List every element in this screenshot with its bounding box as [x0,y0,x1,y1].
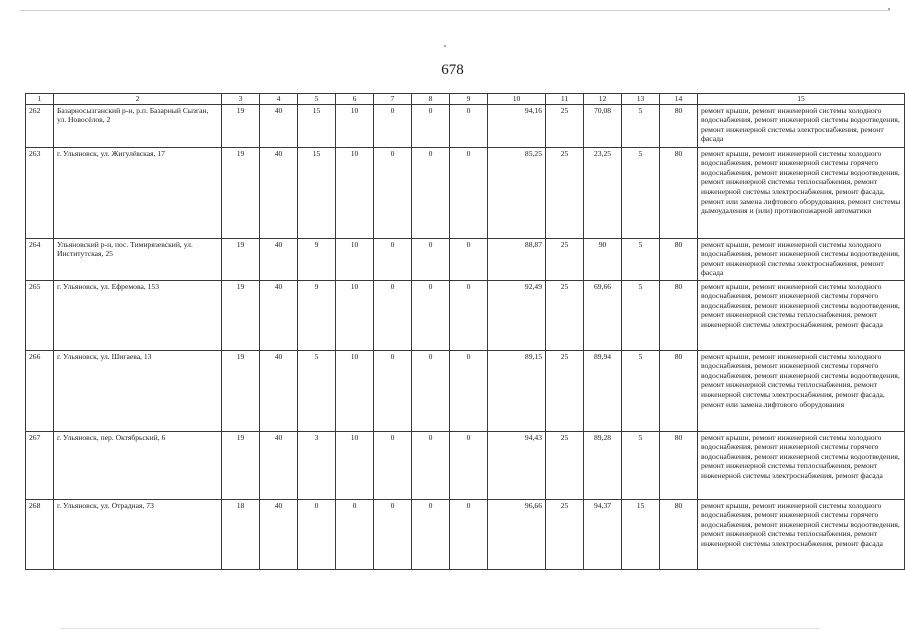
header-row [26,94,905,105]
column-header: 12 [584,94,622,105]
cell-value: 5 [622,280,660,350]
cell-value: 5 [622,104,660,147]
cell-value: 10 [336,280,374,350]
cell-address: г. Ульяновск, ул. Жигулёвская, 17 [54,147,222,238]
cell-value: 40 [260,431,298,499]
column-header: 13 [622,94,660,105]
cell-value: 25 [546,280,584,350]
cell-value: 0 [412,238,450,280]
table-row [26,431,905,499]
cell-value: 9 [298,238,336,280]
cell-value: 69,66 [584,280,622,350]
cell-value: 5 [622,431,660,499]
cell-value: 5 [622,147,660,238]
cell-value: 0 [412,104,450,147]
cell-value: 25 [546,104,584,147]
cell-value: 15 [622,499,660,569]
scan-dot [888,8,890,10]
cell-value: 10 [336,104,374,147]
scan-edge-top [20,10,890,11]
cell-works: ремонт крыши, ремонт инженерной системы холодного водоснабжения, ремонт инженерной системы водоотведения, ремонт инженерной системы электроснабжения, ремонт фасада [698,104,905,147]
cell-value: 0 [450,280,488,350]
cell-value: 40 [260,280,298,350]
cell-value: 0 [336,499,374,569]
cell-address: Ульяновский р-н, пос. Тимирязевский, ул. Институтская, 25 [54,238,222,280]
cell-value: 23,25 [584,147,622,238]
cell-value: 0 [412,147,450,238]
cell-value: 0 [374,499,412,569]
cell-value: 19 [222,238,260,280]
cell-value: 0 [298,499,336,569]
cell-value: 10 [336,350,374,431]
cell-value: 19 [222,350,260,431]
cell-value: 80 [660,280,698,350]
cell-value: 15 [298,147,336,238]
cell-value: 90 [584,238,622,280]
cell-value: 0 [450,350,488,431]
cell-value: 19 [222,104,260,147]
cell-value: 80 [660,350,698,431]
table-row [26,238,905,280]
cell-value: 80 [660,147,698,238]
cell-value: 25 [546,238,584,280]
cell-value: 0 [374,350,412,431]
cell-number: 262 [26,104,54,147]
column-header: 2 [54,94,222,105]
table-row [26,499,905,569]
cell-value: 5 [298,350,336,431]
table-row [26,350,905,431]
table-row [26,104,905,147]
cell-value: 5 [622,350,660,431]
column-header: 7 [374,94,412,105]
cell-value: 0 [374,104,412,147]
cell-value: 19 [222,147,260,238]
table-row [26,280,905,350]
cell-number: 263 [26,147,54,238]
cell-address: г. Ульяновск, ул. Отрадная, 73 [54,499,222,569]
cell-value: 25 [546,431,584,499]
cell-address: г. Ульяновск, ул. Ефремова, 153 [54,280,222,350]
cell-works: ремонт крыши, ремонт инженерной системы холодного водоснабжения, ремонт инженерной системы горячего водоснабжения, ремонт инженерной системы водоотведения, ремонт инженерной системы теплоснабжения, ремонт инженерной системы электроснабжения, ремонт фасада [698,499,905,569]
cell-value: 80 [660,431,698,499]
cell-value: 0 [450,238,488,280]
cell-value: 18 [222,499,260,569]
cell-value: 5 [622,238,660,280]
cell-value: 19 [222,431,260,499]
cell-number: 268 [26,499,54,569]
cell-value: 3 [298,431,336,499]
cell-value: 0 [374,238,412,280]
cell-number: 265 [26,280,54,350]
cell-value: 10 [336,238,374,280]
cell-number: 266 [26,350,54,431]
cell-value: 0 [412,280,450,350]
cell-value: 0 [374,147,412,238]
cell-works: ремонт крыши, ремонт инженерной системы холодного водоснабжения, ремонт инженерной системы горячего водоснабжения, ремонт инженерной системы водоотведения, ремонт инженерной системы теплоснабжения, ремонт инженерной системы электроснабжения, ремонт фасада [698,280,905,350]
cell-address: г. Ульяновск, пер. Октябрьский, 6 [54,431,222,499]
cell-value: 0 [374,431,412,499]
cell-value: 15 [298,104,336,147]
works-table [25,93,905,570]
cell-value: 0 [412,431,450,499]
cell-value: 89,28 [584,431,622,499]
cell-address: г. Ульяновск, ул. Шигаева, 13 [54,350,222,431]
cell-value: 40 [260,147,298,238]
cell-value: 0 [450,147,488,238]
cell-value: 10 [336,147,374,238]
cell-value: 9 [298,280,336,350]
cell-value: 0 [412,499,450,569]
cell-value: 85,25 [488,147,546,238]
cell-value: 0 [412,350,450,431]
cell-works: ремонт крыши, ремонт инженерной системы холодного водоснабжения, ремонт инженерной системы горячего водоснабжения, ремонт инженерной системы водоотведения, ремонт инженерной системы теплоснабжения, ремонт инженерной системы электроснабжения, ремонт фасада, ремонт или замена лифтового оборудования, ремонт системы дымоудаления и (или) противопожарной автоматики [698,147,905,238]
column-header: 6 [336,94,374,105]
column-header: 11 [546,94,584,105]
cell-value: 0 [450,499,488,569]
cell-value: 89,15 [488,350,546,431]
cell-works: ремонт крыши, ремонт инженерной системы холодного водоснабжения, ремонт инженерной системы горячего водоснабжения, ремонт инженерной системы водоотведения, ремонт инженерной системы теплоснабжения, ремонт инженерной системы электроснабжения, ремонт фасада, ремонт или замена лифтового оборудования [698,350,905,431]
cell-address: Базарносызганский р-н, р.п. Базарный Сызган, ул. Новосёлов, 2 [54,104,222,147]
cell-value: 94,43 [488,431,546,499]
column-header: 3 [222,94,260,105]
cell-value: 96,66 [488,499,546,569]
column-header: 10 [488,94,546,105]
cell-value: 80 [660,238,698,280]
cell-works: ремонт крыши, ремонт инженерной системы холодного водоснабжения, ремонт инженерной системы горячего водоснабжения, ремонт инженерной системы водоотведения, ремонт инженерной системы теплоснабжения, ремонт инженерной системы электроснабжения, ремонт фасада [698,431,905,499]
scan-edge-bottom [60,628,820,629]
column-header: 4 [260,94,298,105]
column-header: 8 [412,94,450,105]
cell-value: 88,87 [488,238,546,280]
cell-value: 19 [222,280,260,350]
cell-value: 0 [450,431,488,499]
cell-value: 25 [546,350,584,431]
cell-value: 80 [660,104,698,147]
column-header: 14 [660,94,698,105]
column-header: 1 [26,94,54,105]
cell-value: 94,37 [584,499,622,569]
table-row [26,147,905,238]
column-header: 15 [698,94,905,105]
column-header: 5 [298,94,336,105]
cell-value: 0 [450,104,488,147]
cell-value: 94,16 [488,104,546,147]
scan-dot [444,45,446,47]
cell-value: 25 [546,147,584,238]
cell-value: 92,49 [488,280,546,350]
cell-value: 40 [260,499,298,569]
cell-works: ремонт крыши, ремонт инженерной системы холодного водоснабжения, ремонт инженерной системы водоотведения, ремонт инженерной системы электроснабжения, ремонт фасада [698,238,905,280]
cell-value: 25 [546,499,584,569]
cell-value: 70,08 [584,104,622,147]
cell-value: 0 [374,280,412,350]
cell-value: 10 [336,431,374,499]
cell-value: 40 [260,350,298,431]
cell-value: 89,94 [584,350,622,431]
cell-value: 40 [260,238,298,280]
cell-number: 264 [26,238,54,280]
column-header: 9 [450,94,488,105]
cell-value: 80 [660,499,698,569]
cell-value: 40 [260,104,298,147]
page-number: 678 [441,62,464,78]
cell-number: 267 [26,431,54,499]
